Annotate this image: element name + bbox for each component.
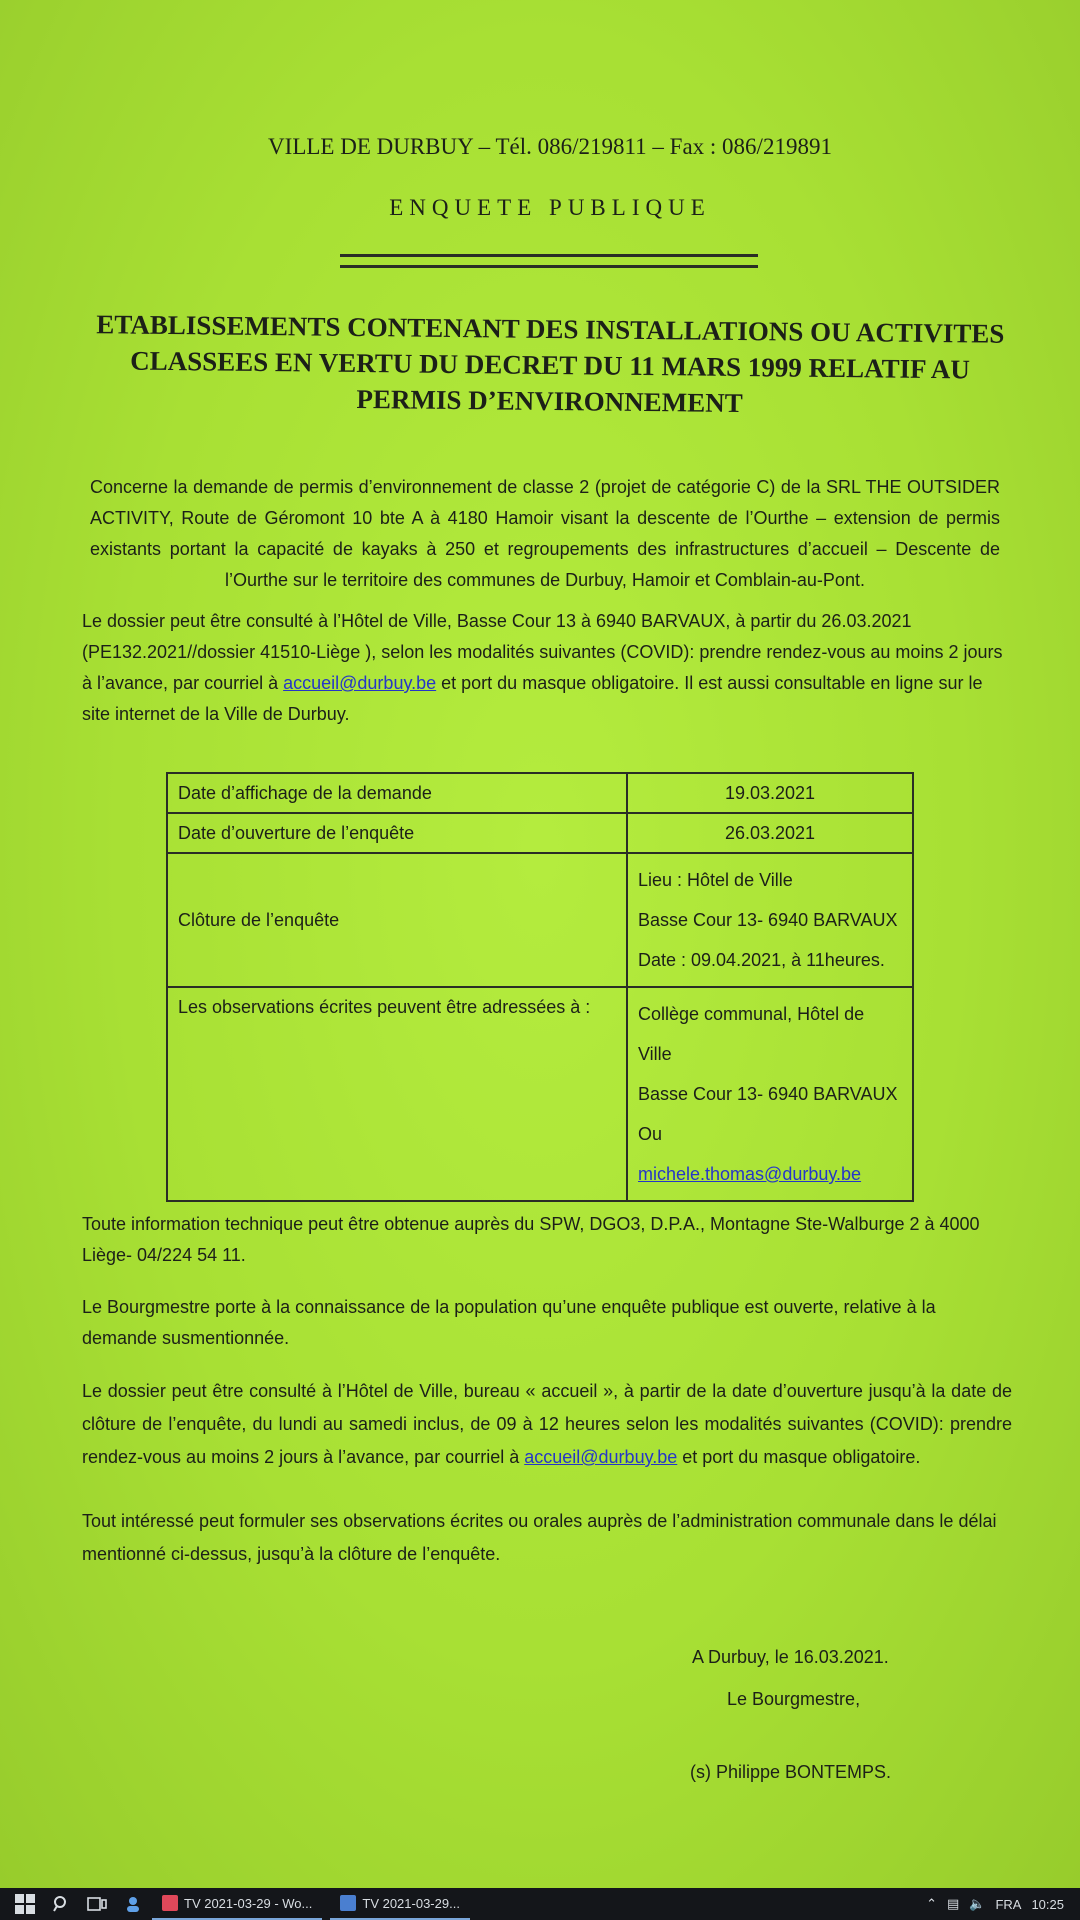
- closing-details: [627, 853, 913, 987]
- inquiry-dates-table: [166, 772, 914, 1202]
- closing-label: Clôture de l’enquête: [167, 853, 627, 987]
- main-heading-line-2: CLASSEES EN VERTU DU DECRET DU 11 MARS 1999 RELATIF AU: [130, 345, 970, 385]
- input-language[interactable]: FRA: [995, 1896, 1022, 1912]
- task-view-icon[interactable]: [86, 1893, 108, 1915]
- signature-role: Le Bourgmestre,: [727, 1689, 861, 1709]
- observations-paragraph: Tout intéressé peut formuler ses observations écrites ou orales auprès de l’administration communale dans le délai mentionné ci-dessus, jusqu’à la clôture de l’enquête.: [82, 1511, 997, 1564]
- table-row: [167, 987, 913, 1201]
- observations-label: Les observations écrites peuvent être adressées à :: [167, 987, 627, 1201]
- recipient-address: Basse Cour 13- 6940 BARVAUX: [638, 1084, 898, 1104]
- start-button[interactable]: [14, 1893, 36, 1915]
- document-app-icon: [162, 1895, 178, 1911]
- people-icon[interactable]: [122, 1893, 144, 1915]
- request-paragraph: Concerne la demande de permis d’environnement de classe 2 (projet de catégorie C) de la SRL THE OUTSIDER ACTIVITY, Route de Géromont 10 bte A à 4180 Hamoir visant la descente de l’Ourthe – extension de permis existants portant la capacité de kayaks à 250 et regroupements des infrastructures d’accueil – Descente de l’Ourthe sur le territoire des communes de Durbuy, Hamoir et Comblain-au-Pont.: [90, 477, 1000, 590]
- double-underline-rule: [340, 254, 758, 268]
- table-row: [167, 853, 913, 987]
- technical-info-paragraph: Toute information technique peut être obtenue auprès du SPW, DGO3, D.P.A., Montagne Ste-Walburge 2 à 4000 Liège- 04/224 54 11.: [82, 1214, 980, 1265]
- consultation-paragraph: [82, 606, 1012, 730]
- town-contact-header: VILLE DE DURBUY – Tél. 086/219811 – Fax : 086/219891: [268, 134, 832, 159]
- closing-address: Basse Cour 13- 6940 BARVAUX: [638, 910, 898, 930]
- taskbar: [0, 1888, 1080, 1920]
- posting-date-label: Date d’affichage de la demande: [167, 773, 627, 813]
- closing-place: Lieu : Hôtel de Ville: [638, 870, 793, 890]
- opening-date-value: 26.03.2021: [627, 813, 913, 853]
- posting-date-value: 19.03.2021: [627, 773, 913, 813]
- windows-icon: [15, 1894, 35, 1914]
- system-tray: [926, 1896, 1080, 1912]
- accueil-email-link[interactable]: accueil@durbuy.be: [283, 673, 437, 693]
- consultation-text-end: et port du masque obligatoire. Il est aussi consultable en ligne sur le site internet de la Ville de Durbuy.: [82, 673, 983, 724]
- signature-name: (s) Philippe BONTEMPS.: [690, 1762, 892, 1782]
- michele-thomas-email-link[interactable]: michele.thomas@durbuy.be: [638, 1164, 862, 1184]
- notice-title: ENQUETE PUBLIQUE: [389, 195, 711, 220]
- office-hours-text-end: et port du masque obligatoire.: [677, 1447, 921, 1467]
- table-row: [167, 773, 913, 813]
- table-row: [167, 813, 913, 853]
- observations-recipient: [627, 987, 913, 1201]
- main-heading: [59, 306, 1040, 424]
- taskbar-app-2-label: TV 2021-03-29...: [362, 1895, 460, 1911]
- office-hours-paragraph: [82, 1375, 1012, 1474]
- accueil-email-link-2[interactable]: accueil@durbuy.be: [524, 1447, 678, 1467]
- signature-date: A Durbuy, le 16.03.2021.: [692, 1647, 889, 1667]
- search-icon[interactable]: [50, 1893, 72, 1915]
- mayor-announcement-paragraph: Le Bourgmestre porte à la connaissance de la population qu’une enquête publique est ouverte, relative à la demande susmentionnée.: [82, 1297, 936, 1348]
- main-heading-line-3: PERMIS D’ENVIRONNEMENT: [356, 383, 743, 419]
- recipient-college: Collège communal, Hôtel de Ville: [638, 1004, 865, 1064]
- taskbar-app-1-label: TV 2021-03-29 - Wo...: [184, 1895, 313, 1911]
- office-hours-text-start: Le dossier peut être consulté à l’Hôtel de Ville, bureau « accueil », à partir de la date d’ouverture jusqu’à la date de clôture de l’enquête, du lundi au samedi inclus, de 09 à 12 heures selon les modalités suivantes (COVID): prendre rendez-vous au moins 2 jours à l’avance, par courriel à: [82, 1381, 1012, 1467]
- taskbar-app-2[interactable]: [330, 1888, 470, 1920]
- clock[interactable]: 10:25: [1031, 1896, 1064, 1912]
- taskbar-app-1[interactable]: [152, 1888, 322, 1920]
- volume-icon[interactable]: 🔈: [969, 1896, 986, 1911]
- chevron-up-icon[interactable]: ⌃: [926, 1896, 937, 1911]
- opening-date-label: Date d’ouverture de l’enquête: [167, 813, 627, 853]
- recipient-or: Ou: [638, 1124, 663, 1144]
- photos-app-icon: [340, 1895, 356, 1911]
- consultation-text-start: Le dossier peut être consulté à l’Hôtel de Ville, Basse Cour 13 à 6940 BARVAUX, à partir du 26.03.2021 (PE132.2021//dossier 41510-Liège ), selon les modalités suivantes (COVID): prendre rendez-vous au moins 2 jours à l’avance, par courriel à: [82, 611, 1003, 693]
- network-icon[interactable]: ▤: [946, 1896, 960, 1911]
- main-heading-line-1: ETABLISSEMENTS CONTENANT DES INSTALLATIONS OU ACTIVITES: [96, 309, 1005, 349]
- closing-date: Date : 09.04.2021, à 11heures.: [638, 950, 885, 970]
